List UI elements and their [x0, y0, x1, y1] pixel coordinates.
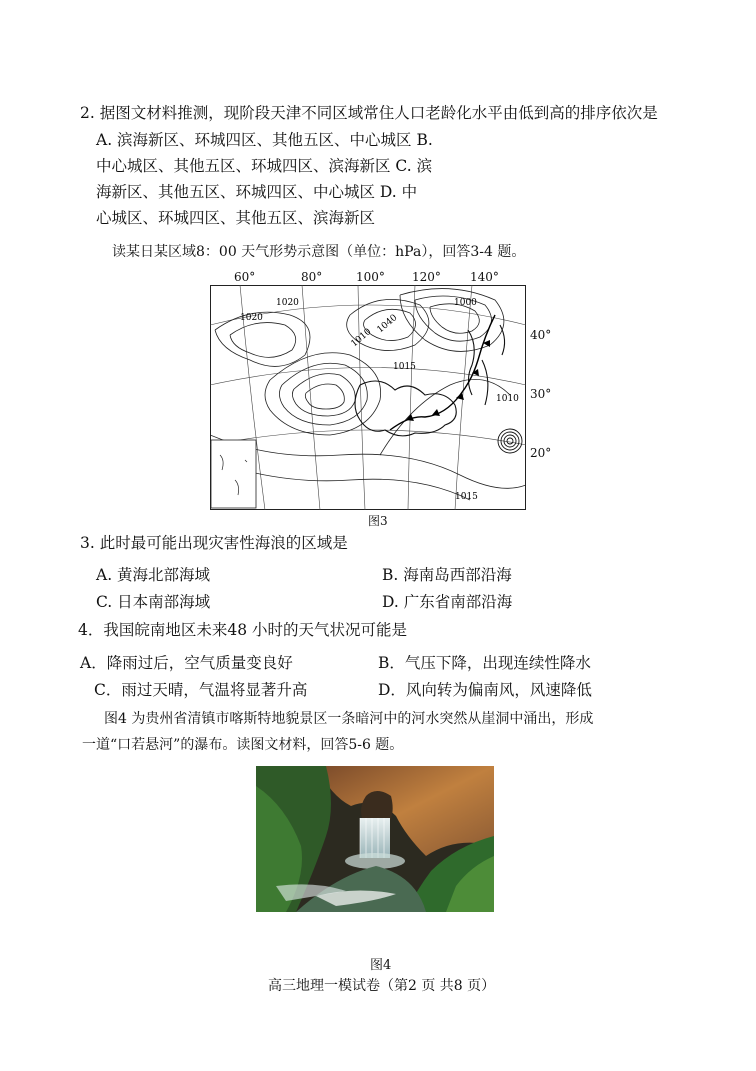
isobar-label: 1000: [454, 298, 477, 308]
isobar-label: 1040: [375, 312, 400, 336]
lon-label-120: 120°: [412, 270, 441, 284]
isobar-label: 1015: [393, 362, 416, 372]
page-footer: 高三地理一模试卷（第2 页 共8 页）: [268, 978, 496, 994]
isobar-label: 1015: [455, 492, 478, 502]
isobar-label: 1020: [240, 313, 263, 323]
intro-q5-6-line-2: 一道“口若悬河”的瀑布。读图文材料，回答5-6 题。: [82, 737, 404, 753]
q2-options-line-2: 中心城区、其他五区、环城四区、滨海新区 C. 滨: [96, 157, 433, 175]
inset-map: [211, 440, 256, 508]
q4-stem: 4．我国皖南地区未来48 小时的天气状况可能是: [78, 621, 408, 639]
waterfall-photo: [256, 766, 494, 912]
q3-option-d: D. 广东省南部沿海: [382, 593, 513, 611]
isobar-label: 1020: [276, 298, 299, 308]
figure-4-caption: 图4: [370, 958, 392, 973]
lat-label-30: 30°: [530, 387, 552, 401]
q3-stem: 3. 此时最可能出现灾害性海浪的区域是: [80, 534, 348, 552]
intro-q3-4: 读某日某区域8：00 天气形势示意图（单位：hPa），回答3-4 题。: [112, 244, 526, 260]
figure-3-caption: 图3: [368, 514, 388, 528]
intro-q5-6-line-1: 图4 为贵州省清镇市喀斯特地貌景区一条暗河中的河水突然从崖洞中涌出，形成: [104, 711, 594, 727]
q4-option-c: C．雨过天晴，气温将显著升高: [94, 681, 308, 699]
isobar-label: 1010: [496, 394, 519, 404]
q4-option-d: D．风向转为偏南风，风速降低: [378, 681, 592, 699]
isobar-label: 1010: [349, 326, 374, 350]
lon-label-80: 80°: [301, 270, 323, 284]
weather-map: [210, 285, 526, 510]
q3-option-b: B. 海南岛西部沿海: [382, 566, 512, 584]
lon-label-60: 60°: [234, 270, 256, 284]
q4-option-b: B．气压下降，出现连续性降水: [378, 654, 591, 672]
lat-label-40: 40°: [530, 328, 552, 342]
lon-label-140: 140°: [470, 270, 499, 284]
q2-options-line-4: 心城区、环城四区、其他五区、滨海新区: [96, 209, 376, 227]
q2-stem: 2. 据图文材料推测，现阶段天津不同区域常住人口老龄化水平由低到高的排序依次是: [80, 104, 658, 122]
q3-option-a: A. 黄海北部海域: [96, 566, 211, 584]
q2-options-line-3: 海新区、其他五区、环城四区、中心城区 D. 中: [96, 183, 418, 201]
lat-label-20: 20°: [530, 446, 552, 460]
q3-option-c: C. 日本南部海域: [96, 593, 211, 611]
lon-label-100: 100°: [356, 270, 385, 284]
q2-options-line-1: A. 滨海新区、环城四区、其他五区、中心城区 B.: [96, 131, 433, 149]
q4-option-a: A．降雨过后，空气质量变良好: [80, 654, 293, 672]
